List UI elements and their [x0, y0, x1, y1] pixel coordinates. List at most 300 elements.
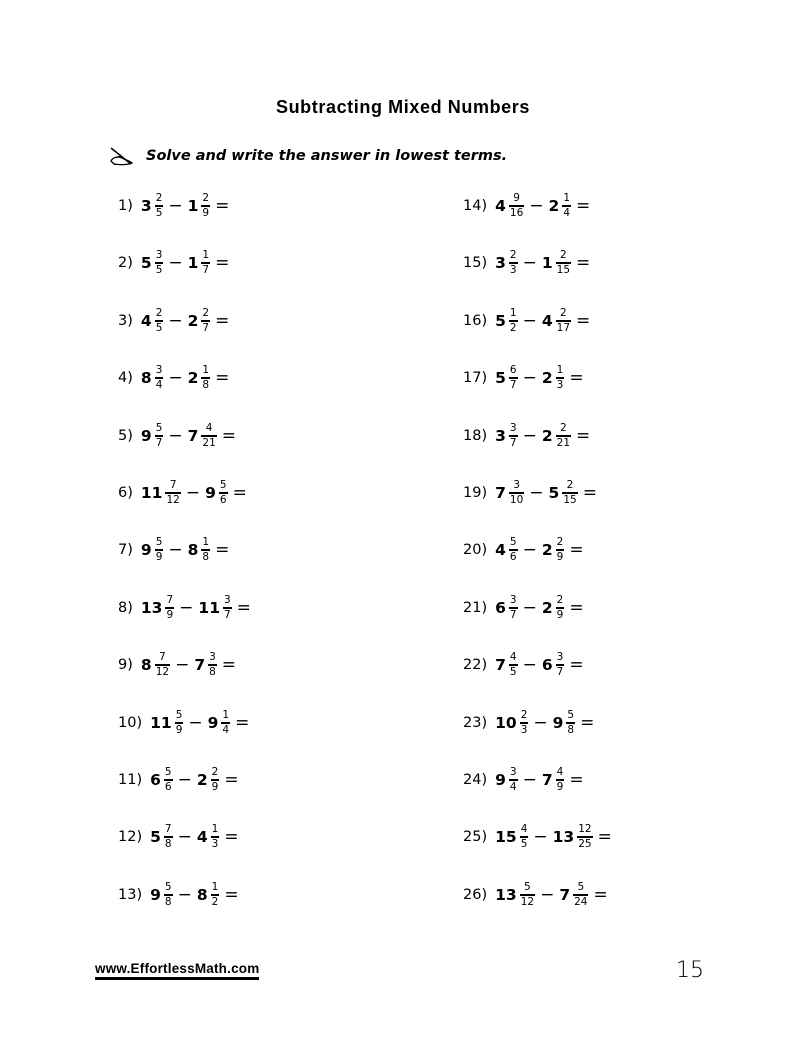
denominator: 12 [166, 494, 180, 507]
problem-number: 22) [463, 657, 488, 673]
fraction [201, 423, 216, 450]
numerator: 1 [211, 822, 219, 835]
minus-sign: − [177, 885, 192, 905]
whole-number: 5 [495, 312, 506, 330]
minus-sign: − [540, 885, 555, 905]
numerator: 6 [509, 363, 517, 376]
fraction [201, 250, 210, 277]
fraction [556, 250, 571, 277]
numerator: 2 [509, 248, 517, 261]
equals-sign: = [224, 827, 239, 847]
fraction [201, 537, 210, 564]
numerator: 2 [202, 306, 210, 319]
whole-number: 13 [552, 828, 575, 846]
fraction [577, 824, 592, 851]
fraction [219, 480, 228, 507]
denominator: 5 [520, 838, 528, 851]
equals-sign: = [221, 426, 237, 446]
whole-number: 1 [541, 254, 553, 272]
whole-number: 4 [140, 312, 152, 330]
equals-sign: = [582, 483, 597, 503]
denominator: 25 [578, 838, 592, 851]
whole-number: 9 [140, 541, 152, 559]
denominator: 6 [219, 494, 227, 507]
whole-number: 1 [187, 197, 199, 215]
denominator: 8 [202, 379, 210, 392]
numerator: 1 [509, 306, 517, 319]
fraction [509, 537, 518, 564]
whole-number: 6 [495, 599, 506, 617]
problem-number: 4) [118, 370, 133, 386]
numerator: 5 [524, 880, 531, 893]
numerator: 7 [166, 593, 174, 606]
whole-number: 2 [541, 427, 553, 445]
denominator: 8 [164, 838, 172, 851]
denominator: 6 [164, 781, 172, 794]
website-link[interactable]: www.EffortlessMath.com [95, 961, 259, 980]
equals-sign: = [593, 885, 608, 905]
problem-3 [118, 301, 229, 341]
problem-13 [118, 875, 239, 915]
denominator: 15 [556, 264, 571, 277]
denominator: 3 [556, 379, 564, 392]
minus-sign: − [522, 426, 537, 446]
minus-sign: − [522, 540, 537, 560]
denominator: 21 [202, 437, 216, 450]
numerator: 12 [578, 822, 592, 835]
problem-25 [463, 817, 612, 857]
whole-number: 4 [495, 541, 506, 559]
fraction [155, 423, 164, 450]
denominator: 15 [563, 494, 577, 507]
numerator: 2 [556, 535, 564, 548]
fraction [556, 595, 565, 622]
fraction [211, 767, 220, 794]
whole-number: 2 [196, 771, 208, 789]
denominator: 24 [574, 896, 588, 909]
problem-number: 21) [463, 600, 488, 616]
whole-number: 9 [150, 886, 161, 904]
numerator: 4 [509, 650, 517, 663]
problem-11 [118, 760, 239, 800]
denominator: 7 [509, 437, 517, 450]
fraction [509, 767, 518, 794]
whole-number: 4 [495, 197, 506, 215]
numerator: 3 [509, 593, 517, 606]
fraction [509, 652, 518, 679]
whole-number: 3 [495, 427, 506, 445]
whole-number: 3 [495, 254, 506, 272]
numerator: 1 [556, 363, 564, 376]
numerator: 3 [155, 248, 163, 261]
denominator: 21 [556, 437, 571, 450]
denominator: 9 [211, 781, 219, 794]
problem-number: 3) [118, 313, 133, 329]
problem-6 [118, 473, 247, 513]
whole-number: 6 [150, 771, 161, 789]
numerator: 1 [222, 708, 230, 721]
fraction [556, 423, 571, 450]
denominator: 9 [166, 609, 174, 622]
problem-number: 14) [463, 198, 488, 214]
problem-number: 9) [118, 657, 133, 673]
fraction [155, 537, 164, 564]
numerator: 4 [520, 822, 528, 835]
numerator: 5 [509, 535, 517, 548]
denominator: 3 [211, 838, 219, 851]
problem-number: 15) [463, 255, 488, 271]
whole-number: 5 [150, 828, 161, 846]
denominator: 9 [556, 551, 564, 564]
whole-number: 11 [198, 599, 220, 617]
whole-number: 8 [140, 656, 152, 674]
numerator: 1 [202, 535, 210, 548]
numerator: 3 [509, 421, 517, 434]
denominator: 4 [563, 207, 571, 220]
instruction [108, 145, 507, 167]
denominator: 9 [175, 724, 183, 737]
problem-15 [463, 243, 590, 283]
whole-number: 6 [541, 656, 553, 674]
problem-number: 25) [463, 829, 488, 845]
whole-number: 7 [495, 484, 506, 502]
denominator: 2 [509, 322, 517, 335]
denominator: 4 [509, 781, 517, 794]
minus-sign: − [177, 770, 192, 790]
problem-number: 16) [463, 313, 488, 329]
fraction [566, 710, 575, 737]
fraction [201, 193, 210, 220]
equals-sign: = [569, 770, 584, 790]
problem-number: 6) [118, 485, 133, 501]
denominator: 5 [155, 322, 163, 335]
fraction [556, 308, 571, 335]
numerator: 2 [155, 306, 163, 319]
numerator: 2 [202, 191, 210, 204]
denominator: 5 [155, 207, 163, 220]
minus-sign: − [533, 827, 548, 847]
equals-sign: = [569, 540, 584, 560]
equals-sign: = [215, 311, 230, 331]
minus-sign: − [529, 483, 544, 503]
numerator: 5 [567, 708, 575, 721]
problem-number: 13) [118, 887, 143, 903]
fraction [164, 767, 173, 794]
whole-number: 15 [495, 828, 517, 846]
whole-number: 13 [140, 599, 163, 617]
problem-12 [118, 817, 239, 857]
whole-number: 9 [495, 771, 506, 789]
numerator: 7 [164, 822, 172, 835]
numerator: 4 [205, 421, 213, 434]
numerator: 5 [155, 535, 163, 548]
equals-sign: = [215, 196, 230, 216]
numerator: 7 [169, 478, 177, 491]
problem-number: 7) [118, 542, 133, 558]
equals-sign: = [236, 598, 251, 618]
minus-sign: − [177, 827, 192, 847]
equals-sign: = [215, 368, 230, 388]
denominator: 12 [155, 666, 170, 679]
minus-sign: − [185, 483, 201, 503]
fraction [573, 882, 588, 909]
whole-number: 2 [548, 197, 560, 215]
numerator: 4 [556, 765, 564, 778]
minus-sign: − [522, 368, 537, 388]
numerator: 5 [175, 708, 183, 721]
denominator: 7 [202, 264, 210, 277]
fraction [509, 595, 518, 622]
fraction [155, 193, 164, 220]
numerator: 3 [155, 363, 163, 376]
equals-sign: = [235, 713, 250, 733]
fraction [155, 250, 164, 277]
numerator: 5 [219, 478, 227, 491]
whole-number: 5 [495, 369, 506, 387]
fraction [165, 480, 180, 507]
equals-sign: = [215, 253, 230, 273]
denominator: 7 [509, 609, 517, 622]
denominator: 5 [509, 666, 517, 679]
numerator: 3 [509, 765, 517, 778]
denominator: 9 [556, 609, 564, 622]
minus-sign: − [168, 196, 183, 216]
whole-number: 8 [140, 369, 152, 387]
equals-sign: = [224, 885, 239, 905]
equals-sign: = [576, 196, 591, 216]
problem-4 [118, 358, 229, 398]
whole-number: 2 [187, 369, 199, 387]
denominator: 7 [223, 609, 231, 622]
whole-number: 9 [140, 427, 152, 445]
denominator: 7 [155, 437, 163, 450]
whole-number: 4 [196, 828, 208, 846]
fraction [556, 537, 565, 564]
numerator: 2 [211, 765, 219, 778]
problem-21 [463, 588, 584, 628]
whole-number: 8 [196, 886, 208, 904]
fraction [556, 767, 565, 794]
numerator: 1 [202, 248, 210, 261]
fraction [509, 365, 518, 392]
numerator: 1 [202, 363, 210, 376]
whole-number: 11 [140, 484, 163, 502]
fraction [223, 595, 232, 622]
denominator: 7 [556, 666, 564, 679]
denominator: 7 [202, 322, 210, 335]
denominator: 8 [209, 666, 216, 679]
fraction [509, 480, 524, 507]
denominator: 17 [556, 322, 571, 335]
whole-number: 13 [495, 886, 517, 904]
problem-number: 1) [118, 198, 133, 214]
fraction [201, 308, 210, 335]
problem-number: 8) [118, 600, 133, 616]
numerator: 2 [556, 593, 564, 606]
denominator: 9 [155, 551, 163, 564]
whole-number: 7 [194, 656, 206, 674]
numerator: 2 [559, 306, 567, 319]
numerator: 9 [513, 191, 520, 204]
minus-sign: − [188, 713, 203, 733]
problem-5 [118, 416, 236, 456]
problem-number: 5) [118, 428, 133, 444]
whole-number: 2 [541, 541, 553, 559]
writing-hand-icon [108, 145, 136, 167]
problem-9 [118, 645, 236, 685]
worksheet-title [0, 97, 808, 118]
whole-number: 11 [150, 714, 172, 732]
equals-sign: = [215, 540, 230, 560]
numerator: 5 [577, 880, 585, 893]
equals-sign: = [576, 253, 591, 273]
fraction [556, 652, 565, 679]
equals-sign: = [576, 426, 591, 446]
fraction [155, 365, 164, 392]
whole-number: 9 [207, 714, 219, 732]
whole-number: 7 [541, 771, 553, 789]
numerator: 1 [563, 191, 571, 204]
fraction [208, 652, 217, 679]
problem-18 [463, 416, 590, 456]
minus-sign: − [533, 713, 548, 733]
equals-sign: = [569, 655, 584, 675]
minus-sign: − [529, 196, 544, 216]
minus-sign: − [168, 311, 183, 331]
denominator: 9 [202, 207, 210, 220]
denominator: 10 [509, 494, 524, 507]
numerator: 2 [566, 478, 574, 491]
whole-number: 5 [140, 254, 152, 272]
problem-number: 11) [118, 772, 143, 788]
problem-17 [463, 358, 584, 398]
denominator: 5 [155, 264, 163, 277]
denominator: 8 [202, 551, 210, 564]
fraction [509, 308, 518, 335]
problem-10 [118, 703, 249, 743]
minus-sign: − [168, 540, 183, 560]
problem-23 [463, 703, 594, 743]
whole-number: 9 [205, 484, 216, 502]
whole-number: 7 [559, 886, 571, 904]
minus-sign: − [522, 598, 537, 618]
problem-14 [463, 186, 590, 226]
problem-24 [463, 760, 584, 800]
denominator: 6 [509, 551, 517, 564]
whole-number: 2 [541, 599, 553, 617]
problem-20 [463, 530, 584, 570]
problem-number: 24) [463, 772, 488, 788]
numerator: 3 [223, 593, 231, 606]
whole-number: 2 [541, 369, 553, 387]
fraction [562, 193, 571, 220]
minus-sign: − [175, 655, 190, 675]
whole-number: 2 [187, 312, 199, 330]
numerator: 5 [164, 765, 172, 778]
fraction [520, 882, 535, 909]
problem-26 [463, 875, 608, 915]
problem-7 [118, 530, 229, 570]
numerator: 3 [513, 478, 520, 491]
page-number: 15 [676, 958, 704, 983]
fraction [165, 595, 174, 622]
numerator: 2 [520, 708, 528, 721]
numerator: 2 [155, 191, 163, 204]
minus-sign: − [522, 253, 537, 273]
denominator: 4 [222, 724, 230, 737]
problem-number: 20) [463, 542, 488, 558]
denominator: 4 [155, 379, 163, 392]
denominator: 7 [509, 379, 517, 392]
equals-sign: = [569, 368, 584, 388]
numerator: 1 [211, 880, 219, 893]
numerator: 3 [556, 650, 564, 663]
equals-sign: = [576, 311, 591, 331]
equals-sign: = [597, 827, 612, 847]
minus-sign: − [179, 598, 194, 618]
numerator: 2 [559, 421, 567, 434]
problem-number: 19) [463, 485, 488, 501]
problem-number: 18) [463, 428, 488, 444]
fraction [155, 652, 170, 679]
numerator: 5 [164, 880, 172, 893]
minus-sign: − [522, 311, 537, 331]
instruction-text: Solve and write the answer in lowest terms. [146, 148, 508, 164]
fraction [509, 193, 524, 220]
numerator: 3 [209, 650, 216, 663]
equals-sign: = [580, 713, 595, 733]
whole-number: 3 [140, 197, 152, 215]
title-text: Subtracting Mixed Numbers [275, 97, 531, 117]
problem-number: 23) [463, 715, 488, 731]
fraction [164, 824, 173, 851]
problem-number: 10) [118, 715, 143, 731]
denominator: 8 [567, 724, 575, 737]
fraction [211, 882, 220, 909]
minus-sign: − [522, 655, 537, 675]
problem-16 [463, 301, 590, 341]
numerator: 7 [159, 650, 166, 663]
fraction [562, 480, 577, 507]
fraction [155, 308, 164, 335]
minus-sign: − [168, 426, 183, 446]
fraction [211, 824, 220, 851]
problem-number: 2) [118, 255, 133, 271]
denominator: 8 [164, 896, 172, 909]
minus-sign: − [522, 770, 537, 790]
fraction [509, 250, 518, 277]
whole-number: 5 [548, 484, 560, 502]
fraction [221, 710, 230, 737]
problem-number: 17) [463, 370, 488, 386]
fraction [164, 882, 173, 909]
numerator: 5 [155, 421, 163, 434]
problem-22 [463, 645, 584, 685]
whole-number: 8 [187, 541, 199, 559]
fraction [509, 423, 518, 450]
equals-sign: = [221, 655, 237, 675]
fraction [520, 824, 529, 851]
fraction [556, 365, 565, 392]
minus-sign: − [168, 253, 183, 273]
problem-19 [463, 473, 597, 513]
whole-number: 9 [552, 714, 564, 732]
problem-number: 12) [118, 829, 143, 845]
equals-sign: = [569, 598, 584, 618]
minus-sign: − [168, 368, 183, 388]
whole-number: 1 [187, 254, 199, 272]
problem-number: 26) [463, 887, 488, 903]
